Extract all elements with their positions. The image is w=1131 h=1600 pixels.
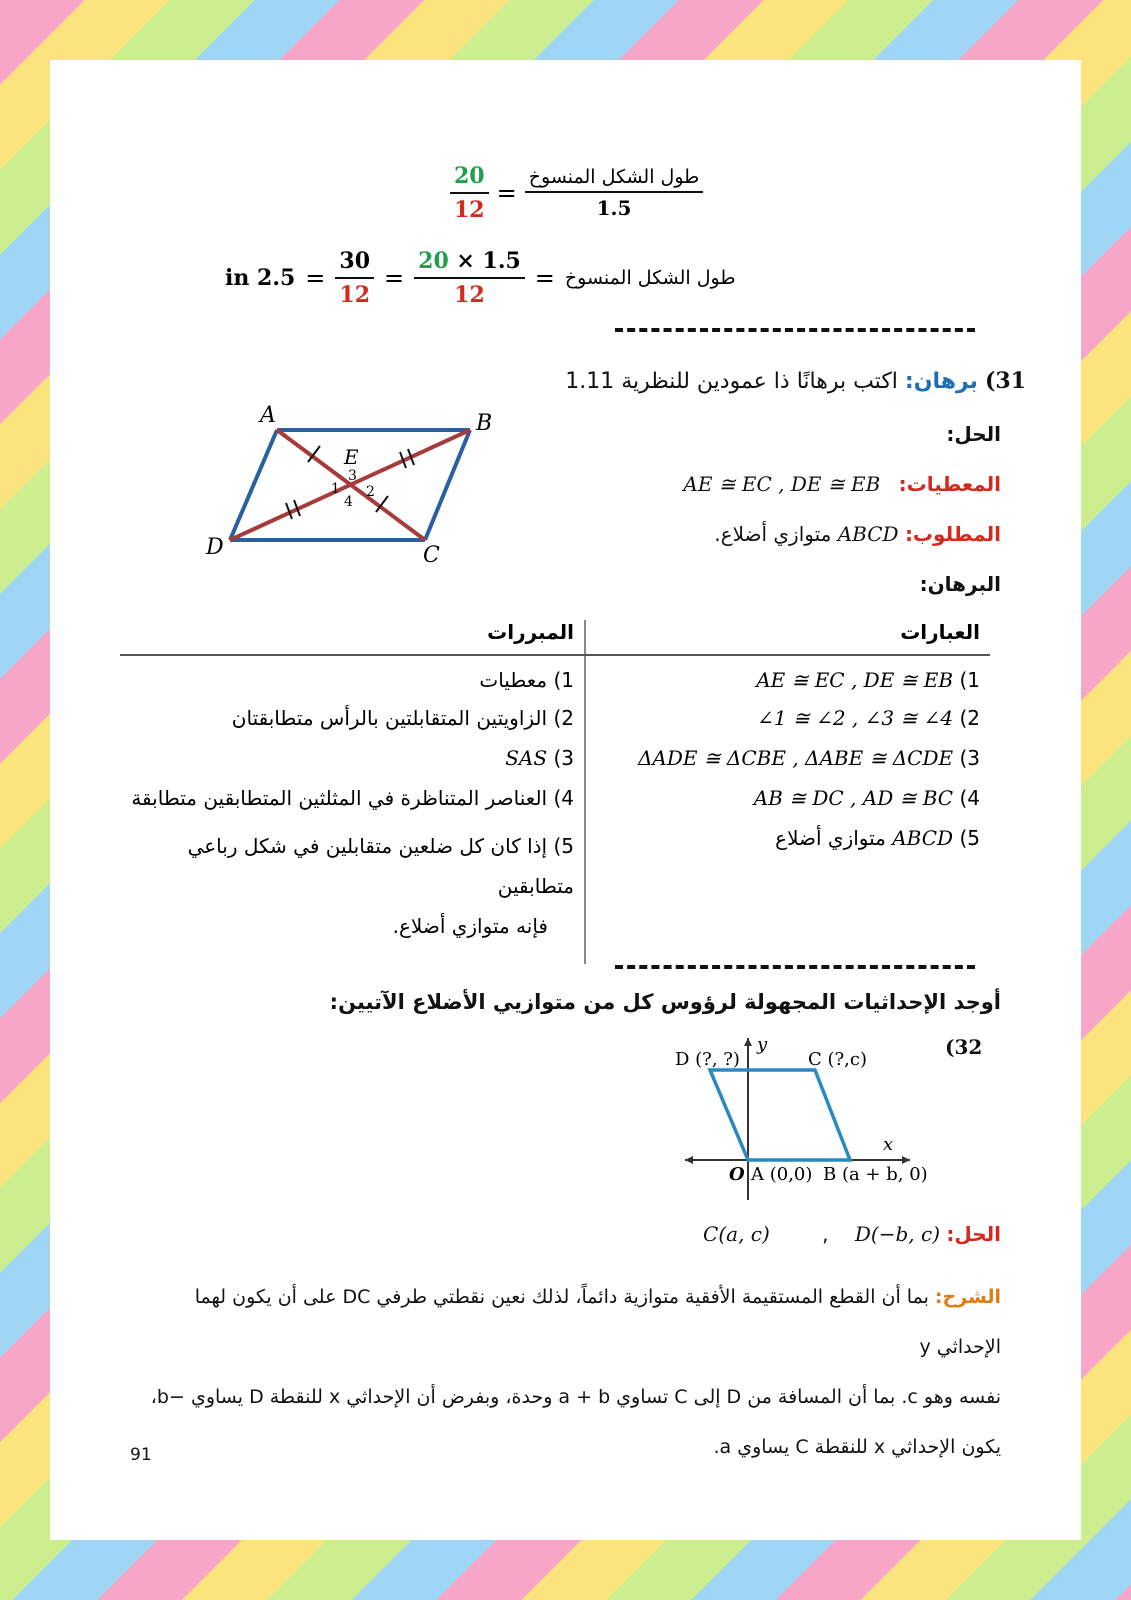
q31-heading: 31) برهان: اكتب برهانًا ذا عمودين للنظرية 1.11 [565, 368, 1026, 394]
label-y: y [757, 1034, 768, 1055]
col-header-statements: العبارات [585, 620, 990, 655]
proportion-equation: $\frac{20}{12}$ = $\frac{\text{طول الشكل المنسوخ}}{1.5}$ [450, 158, 770, 228]
angle-label-2: 2 [366, 484, 375, 500]
scale-result-equation: in 2.5 = $\frac{30}{12}$ = $\frac{20 \times 1.5}{12}$ = طول الشكل المنسوخ [225, 247, 736, 308]
vertex-label-d: D [206, 535, 224, 560]
label-a: A (0,0) [751, 1164, 813, 1185]
two-column-proof-table [120, 620, 990, 964]
fraction-label-1-5: $\frac{\text{طول الشكل المنسوخ}}{1.5}$ [525, 166, 704, 220]
proof-row: 5) ABCD متوازي أضلاع 5) إذا كان كل ضلعين متقابلين في شكل رباعي متطابقين فإنه متوازي أضلاع. [120, 818, 990, 964]
proof-row: 1) AE ≅ EC , DE ≅ EB 1) معطيات [120, 655, 990, 698]
divider-1 [615, 328, 975, 332]
label-x: x [883, 1134, 894, 1155]
q31-solution-label: الحل: [946, 422, 1001, 446]
fraction-20x1.5-12: $\frac{20 \times 1.5}{12}$ [414, 248, 525, 308]
fraction-20-12: $\frac{20}{12}$ [450, 163, 489, 223]
q32-solution: الحل: C(a, c) , D(−b, c) [703, 1222, 1001, 1246]
q31-given: المعطيات: AE ≅ EC , DE ≅ EB [683, 472, 1001, 496]
explanation-line-2: نفسه وهو c. بما أن المسافة من D إلى C تساوي a + b وحدة، وبفرض أن الإحداثي x للنقطة D يساوي −b، [150, 1386, 1001, 1408]
divider-2 [615, 965, 975, 969]
angle-label-1: 1 [331, 481, 340, 497]
explanation-line-1: بما أن القطع المستقيمة الأفقية متوازية دائماً، لذلك نعين نقطتي طرفي DC على أن يكون لهما الإحداثي y [194, 1286, 1001, 1358]
coordinate-graph [665, 1030, 935, 1210]
label-origin: O [729, 1164, 745, 1185]
point-label-e: E [344, 445, 359, 469]
angle-label-4: 4 [344, 494, 353, 510]
vertex-label-c: C [423, 543, 440, 568]
q32-explanation: الشرح: بما أن القطع المستقيمة الأفقية متوازية دائماً، لذلك نعين نقطتي طرفي DC على أن يكون لهما الإحداثي y نفسه وهو c. بما أن المسافة من D إلى C تساوي a + b وحدة، وبفرض أن الإحداثي x للنقطة D يساوي −b، يكون الإحداثي x للنقطة C يساوي a. [150, 1286, 1001, 1458]
page-number: 91 [130, 1445, 152, 1465]
parallelogram-figure [190, 400, 510, 570]
given-math: AE ≅ EC , DE ≅ EB [683, 472, 881, 496]
proof-row: 3) ΔADE ≅ ΔCBE , ΔABE ≅ ΔCDE 3) SAS [120, 738, 990, 778]
q32-heading: أوجد الإحداثيات المجهولة لرؤوس كل من متوازيي الأضلاع الآتيين: [329, 990, 1001, 1014]
q31-proof-label: البرهان: [919, 572, 1001, 596]
page-sheet [50, 60, 1081, 1540]
col-header-reasons: المبررات [120, 620, 585, 655]
proof-row: 2) ∠1 ≅ ∠2 , ∠3 ≅ ∠4 2) الزاويتين المتقابلتين بالرأس متطابقتان [120, 698, 990, 738]
explanation-line-3: يكون الإحداثي x للنقطة C يساوي a. [713, 1436, 1001, 1458]
vertex-label-a: A [260, 403, 276, 428]
label-b: B (a + b, 0) [823, 1164, 928, 1185]
q31-required: المطلوب: ABCD متوازي أضلاع. [714, 522, 1001, 546]
label-c: C (?,c) [808, 1049, 867, 1070]
angle-label-3: 3 [348, 468, 357, 484]
q32-number: (32 [945, 1035, 983, 1059]
vertex-label-b: B [476, 411, 493, 436]
proof-row: 4) AB ≅ DC , AD ≅ BC 4) العناصر المتناظرة في المثلثين المتطابقين متطابقة [120, 778, 990, 818]
fraction-30-12: $\frac{30}{12}$ [335, 248, 374, 308]
label-d: D (?, ?) [675, 1049, 740, 1070]
scale-result: in 2.5 [225, 264, 296, 291]
